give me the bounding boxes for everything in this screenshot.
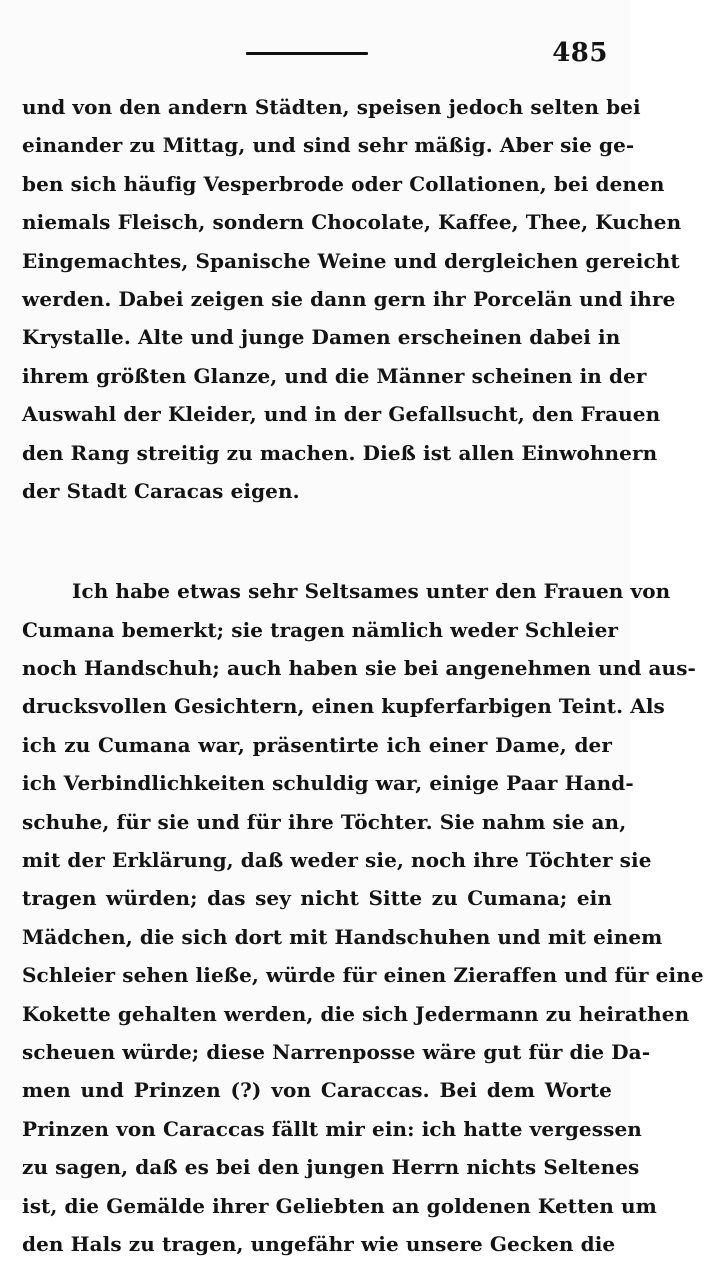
paragraph-gap	[22, 510, 612, 572]
header-rule	[246, 52, 368, 55]
text-line: noch Handschuh; auch haben sie bei angenehmen und aus-	[22, 656, 696, 681]
text-line: ist, die Gemälde ihrer Geliebten an goldenen Ketten um	[22, 1193, 657, 1218]
text-line: ich zu Cumana war, präsentirte ich einer Dame, der	[22, 732, 612, 757]
text-line: Mädchen, die sich dort mit Handschuhen und mit einem	[22, 924, 663, 949]
text-line: und von den andern Städten, speisen jedoch selten bei	[22, 95, 641, 119]
text-line: werden. Dabei zeigen sie dann gern ihr Porcelän und ihre	[22, 286, 676, 311]
text-line: zu sagen, daß es bei den jungen Herrn nichts Seltenes	[22, 1155, 640, 1180]
text-line: den Hals zu tragen, ungefähr wie unsere Gecken die	[22, 1231, 616, 1256]
text-line: mit der Erklärung, daß weder sie, noch ihre Töchter sie	[22, 848, 652, 873]
text-line: Ich habe etwas sehr Seltsames unter den Frauen von	[72, 579, 671, 604]
text-line: tragen würden; das sey nicht Sitte zu Cumana; ein	[22, 886, 612, 911]
text-line: Eingemachtes, Spanische Weine und dergleichen gereicht	[22, 248, 680, 273]
text-line: Kokette gehalten werden, die sich Jedermann zu heirathen	[22, 1001, 690, 1026]
paragraph-2	[22, 572, 704, 1263]
text-line: drucksvollen Gesichtern, einen kupferfarbigen Teint. Als	[22, 694, 665, 719]
text-line: Schleier sehen ließe, würde für einen Zieraffen und für eine	[22, 963, 704, 988]
text-line: den Rang streitig zu machen. Dieß ist allen Einwohnern	[22, 440, 658, 465]
text-line: schuhe, für sie und für ihre Töchter. Sie nahm sie an,	[22, 809, 627, 834]
body-text	[22, 88, 704, 1263]
text-line: ich Verbindlichkeiten schuldig war, einige Paar Hand-	[22, 771, 634, 796]
text-line: Cumana bemerkt; sie tragen nämlich weder Schleier	[22, 617, 619, 642]
text-line: Krystalle. Alte und junge Damen erscheinen dabei in	[22, 325, 621, 350]
text-line: ben sich häufig Vesperbrode oder Collationen, bei denen	[22, 171, 665, 196]
text-line: niemals Fleisch, sondern Chocolate, Kaffee, Thee, Kuchen	[22, 210, 682, 235]
page-header	[0, 38, 630, 78]
text-line: einander zu Mittag, und sind sehr mäßig. Aber sie ge-	[22, 133, 635, 158]
page-number: 485	[552, 38, 608, 68]
text-line: ihrem größten Glanze, und die Männer scheinen in der	[22, 363, 647, 388]
text-line: der Stadt Caracas eigen.	[22, 478, 300, 503]
paragraph-1	[22, 88, 682, 510]
text-line: Prinzen von Caraccas fällt mir ein: ich hatte vergessen	[22, 1116, 642, 1141]
text-line: men und Prinzen (?) von Caraccas. Bei dem Worte	[22, 1078, 612, 1103]
text-line: Auswahl der Kleider, und in der Gefallsucht, den Frauen	[22, 402, 661, 427]
text-line: scheuen würde; diese Narrenposse wäre gut für die Da-	[22, 1039, 651, 1064]
